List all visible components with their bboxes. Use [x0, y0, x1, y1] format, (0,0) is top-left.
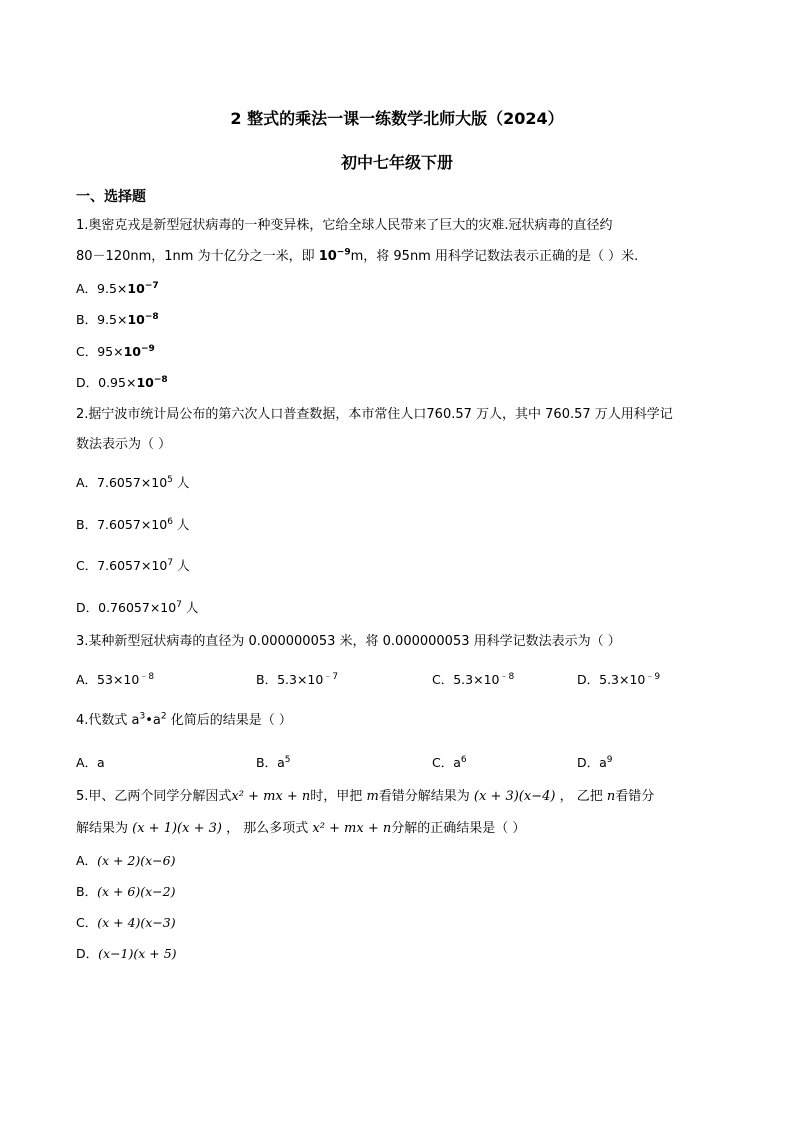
- section-heading: 一、选择题: [76, 189, 146, 205]
- q4-option-c[interactable]: C．$a^6$: [432, 754, 467, 770]
- q5-stem-line1: 5.甲、乙两个同学分解因式x² + mx + n时，甲把 m看错分解结果为 (x + 3)(x−4) ， 乙把 n看错分: [76, 789, 655, 804]
- q3-option-b[interactable]: B．$5.3\times 10^{﹣7}$: [256, 671, 339, 687]
- q2-option-d[interactable]: D．$0.76057\times 10^7$ 人: [76, 599, 199, 615]
- q2-stem-line1: 2.据宁波市统计局公布的第六次人口普查数据，本市常住人口760.57 万人，其中 760.57 万人用科学记: [76, 407, 673, 422]
- q4-option-d[interactable]: D．$a^9$: [577, 754, 613, 770]
- q1-option-d[interactable]: D．$0.95\times 10^{-8}$: [76, 374, 168, 390]
- q3-option-c[interactable]: C．$5.3\times 10^{﹣8}$: [432, 671, 515, 687]
- q5-option-b[interactable]: B．(x + 6)(x−2): [76, 884, 176, 899]
- document-title: 2 整式的乘法一课一练数学北师大版（2024）: [230, 109, 564, 128]
- q4-option-b[interactable]: B．$a^5$: [256, 754, 291, 770]
- q3-stem: 3.某种新型冠状病毒的直径为 0.000000053 米，将 0.000000053 用科学记数法表示为（ ）: [76, 634, 621, 649]
- q5-option-a[interactable]: A．(x + 2)(x−6): [76, 853, 176, 868]
- q4-stem: 4.代数式 $a^3•a^2$ 化简后的结果是（ ）: [76, 711, 292, 728]
- q5-option-c[interactable]: C．(x + 4)(x−3): [76, 915, 176, 930]
- q2-stem-line2: 数法表示为（ ）: [76, 437, 172, 452]
- q1-option-b[interactable]: B．$9.5\times 10^{-8}$: [76, 311, 159, 327]
- q4-option-a[interactable]: A．a: [76, 755, 105, 770]
- q3-option-a[interactable]: A．$53\times 10^{﹣8}$: [76, 671, 155, 687]
- q5-option-d[interactable]: D．(x−1)(x + 5): [76, 946, 177, 961]
- q1-option-c[interactable]: C．$95\times 10^{-9}$: [76, 343, 155, 359]
- document-subtitle: 初中七年级下册: [340, 153, 453, 172]
- q3-option-d[interactable]: D．$5.3\times 10^{﹣9}$: [577, 671, 661, 687]
- q2-option-a[interactable]: A．$7.6057\times 10^5$ 人: [76, 474, 190, 490]
- q1-stem-line1: 1.奥密克戎是新型冠状病毒的一种变异株，它给全球人民带来了巨大的灾难.冠状病毒的直径约: [76, 218, 613, 233]
- q1-stem-line2: 80－120nm，1nm 为十亿分之一米，即 $10^{-9}m$，将 95nm 用科学记数法表示正确的是（ ）米.: [76, 247, 639, 264]
- q5-stem-line2: 解结果为 (x + 1)(x + 3) ， 那么多项式 x² + mx + n分解的正确结果是（ ）: [76, 821, 526, 836]
- q2-option-b[interactable]: B．$7.6057\times 10^6$ 人: [76, 516, 190, 532]
- q1-option-a[interactable]: A．$9.5\times 10^{-7}$: [76, 280, 159, 296]
- q2-option-c[interactable]: C．$7.6057\times 10^7$ 人: [76, 557, 190, 573]
